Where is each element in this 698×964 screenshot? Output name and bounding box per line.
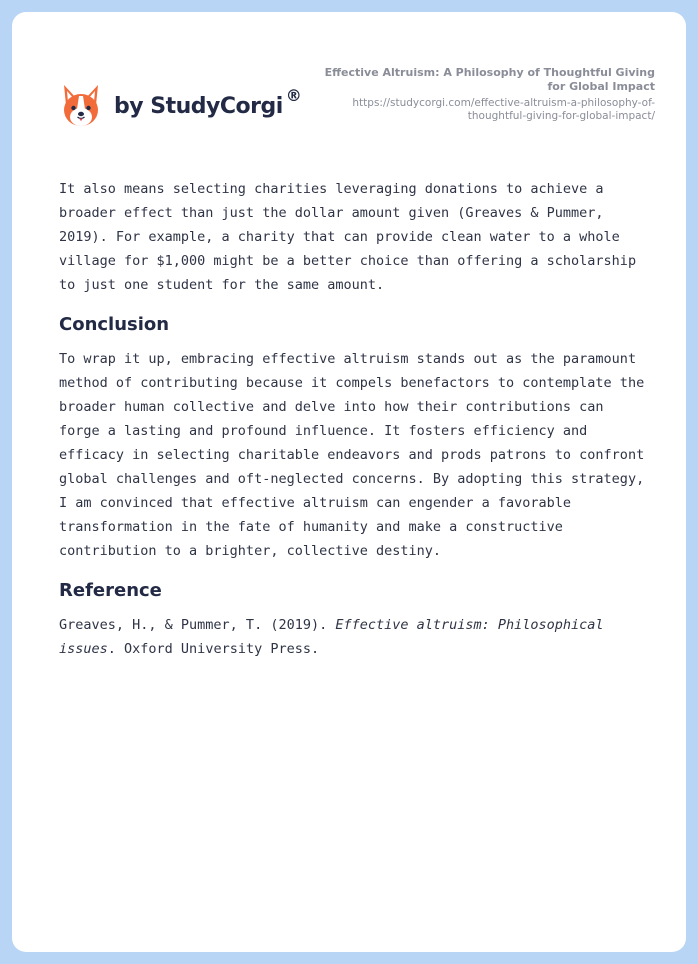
logo-wordmark [114,85,302,119]
reference-authors: Greaves, H., & Pummer, T. (2019). [59,617,336,633]
reference-entry [59,613,649,661]
conclusion-heading: Conclusion [59,314,170,335]
reference-heading: Reference [59,580,162,601]
document-meta [310,66,655,123]
corgi-icon [60,83,102,129]
registered-mark: ® [285,85,302,105]
reference-publisher: . Oxford University Press. [107,641,320,657]
intro-paragraph: It also means selecting charities leveraging donations to achieve a broader effect than just the dollar amount given (Greaves & Pummer, 2019). For example, a charity that can provide clean water to a whole village for $1,000 might be a better choice than offering a scholarship to just one student for the same amount. [59,181,637,293]
document-url[interactable]: https://studycorgi.com/effective-altruism-a-philosophy-of-thoughtful-giving-for-global-impact/ [352,97,655,122]
reference-title: Effective altruism: Philosophical issues [59,617,604,657]
logo-text: by StudyCorgi [114,93,283,119]
document-title: Effective Altruism: A Philosophy of Thoughtful Giving for Global Impact [324,66,655,93]
studycorgi-logo[interactable] [60,76,301,136]
document-content [59,177,649,661]
document-page [12,12,686,952]
conclusion-paragraph: To wrap it up, embracing effective altruism stands out as the paramount method of contributing because it compels benefactors to contemplate the broader human collective and delve into how their contributions can forge a lasting and profound influence. It fosters efficiency and efficacy in selecting charitable endeavors and prods patrons to confront global challenges and oft-neglected concerns. By adopting this strategy, I am convinced that effective altruism can engender a favorable transformation in the fate of humanity and make a constructive contribution to a brighter, collective destiny. [59,351,645,559]
